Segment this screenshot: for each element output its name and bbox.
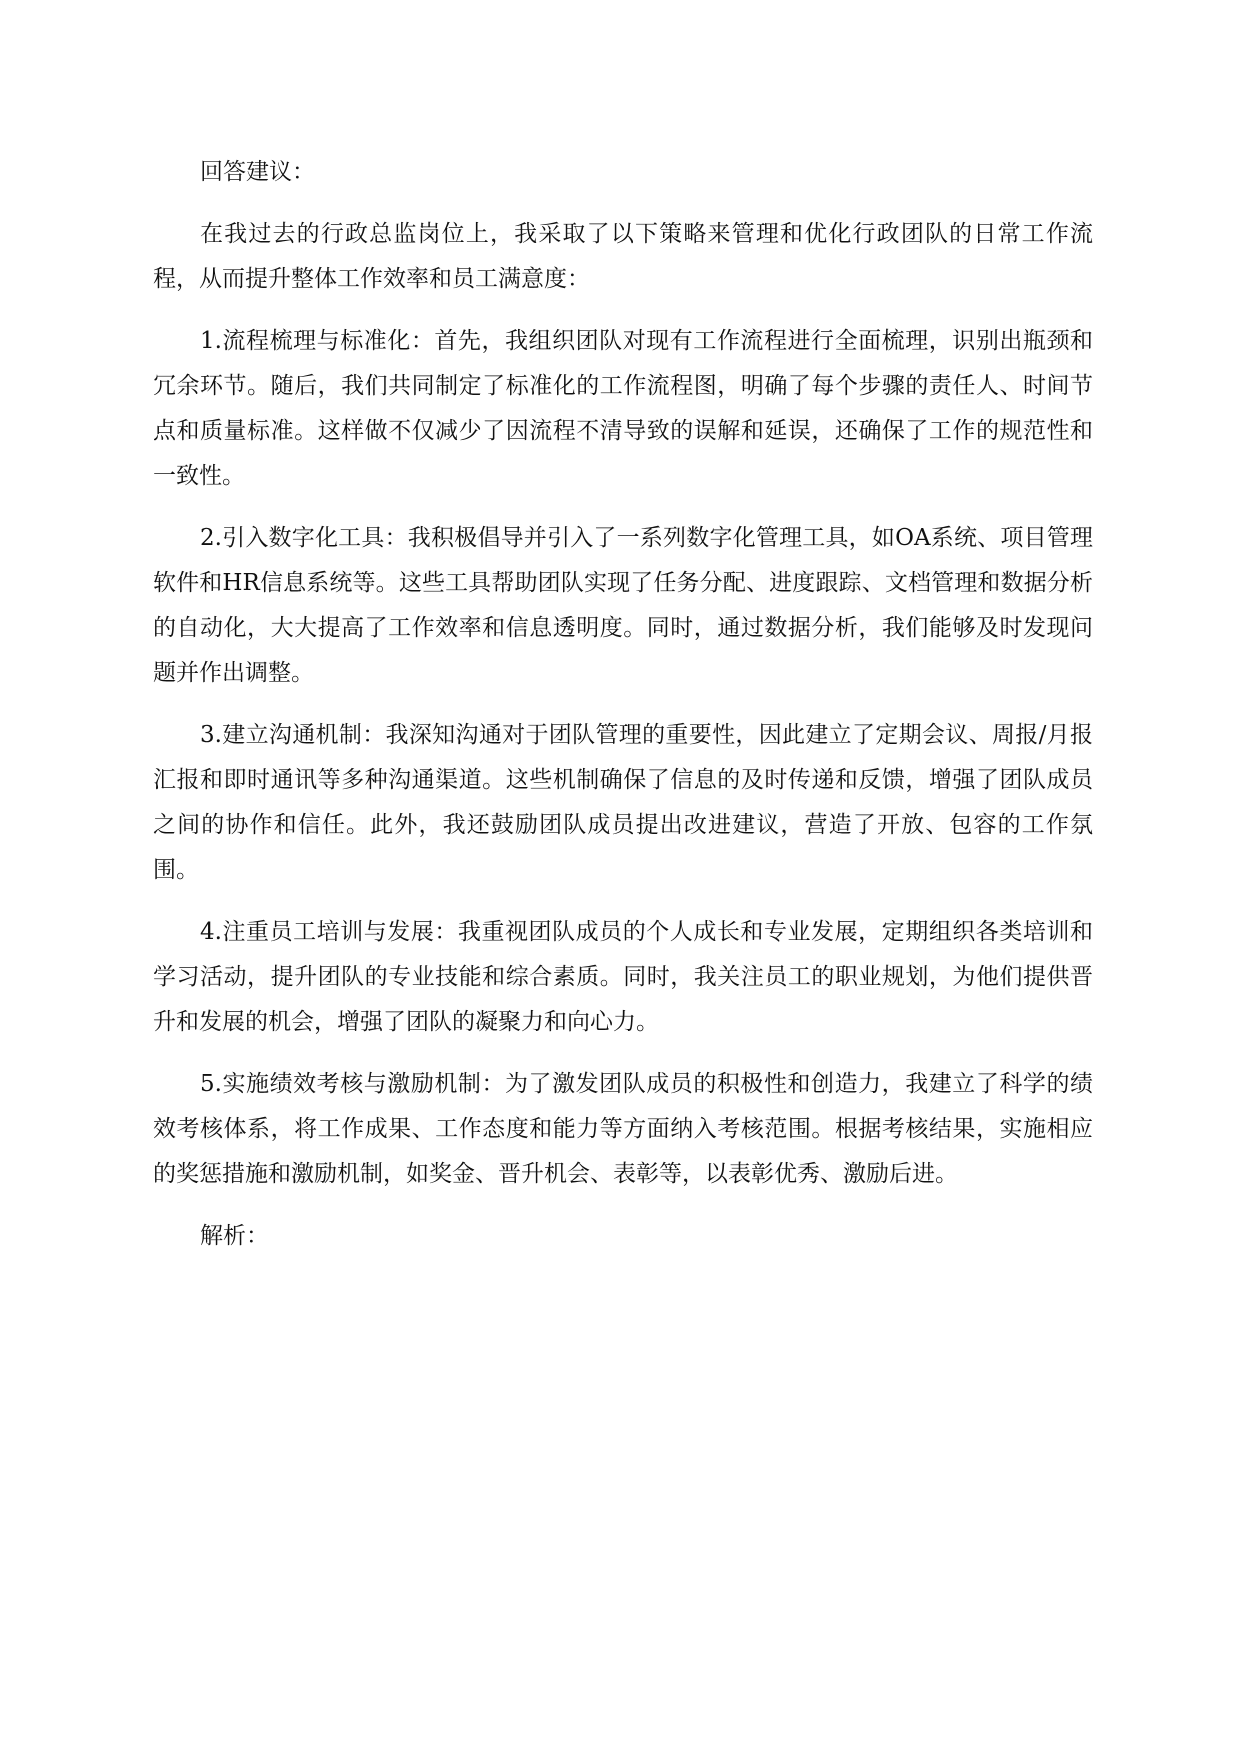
point-2-paragraph: 2.引入数字化工具：我积极倡导并引入了一系列数字化管理工具，如OA系统、项目管理软件和HR信息系统等。这些工具帮助团队实现了任务分配、进度跟踪、文档管理和数据分析的自动化，大大提高了工作效率和信息透明度。同时，通过数据分析，我们能够及时发现问题并作出调整。 [153,525,1093,686]
intro-paragraph: 在我过去的行政总监岗位上，我采取了以下策略来管理和优化行政团队的日常工作流程，从而提升整体工作效率和员工满意度： [153,221,1093,292]
point-3-paragraph: 3.建立沟通机制：我深知沟通对于团队管理的重要性，因此建立了定期会议、周报/月报汇报和即时通讯等多种沟通渠道。这些机制确保了信息的及时传递和反馈，增强了团队成员之间的协作和信任。此外，我还鼓励团队成员提出改进建议，营造了开放、包容的工作氛围。 [153,722,1093,883]
answer-heading: 回答建议： [200,159,315,185]
analysis-heading: 解析： [200,1223,269,1249]
document-body [153,150,1093,1276]
point-1-paragraph: 1.流程梳理与标准化：首先，我组织团队对现有工作流程进行全面梳理，识别出瓶颈和冗余环节。随后，我们共同制定了标准化的工作流程图，明确了每个步骤的责任人、时间节点和质量标准。这样做不仅减少了因流程不清导致的误解和延误，还确保了工作的规范性和一致性。 [153,328,1093,489]
point-4-paragraph: 4.注重员工培训与发展：我重视团队成员的个人成长和专业发展，定期组织各类培训和学习活动，提升团队的专业技能和综合素质。同时，我关注员工的职业规划，为他们提供晋升和发展的机会，增强了团队的凝聚力和向心力。 [153,919,1093,1035]
point-5-paragraph: 5.实施绩效考核与激励机制：为了激发团队成员的积极性和创造力，我建立了科学的绩效考核体系，将工作成果、工作态度和能力等方面纳入考核范围。根据考核结果，实施相应的奖惩措施和激励机制，如奖金、晋升机会、表彰等，以表彰优秀、激励后进。 [153,1071,1093,1187]
